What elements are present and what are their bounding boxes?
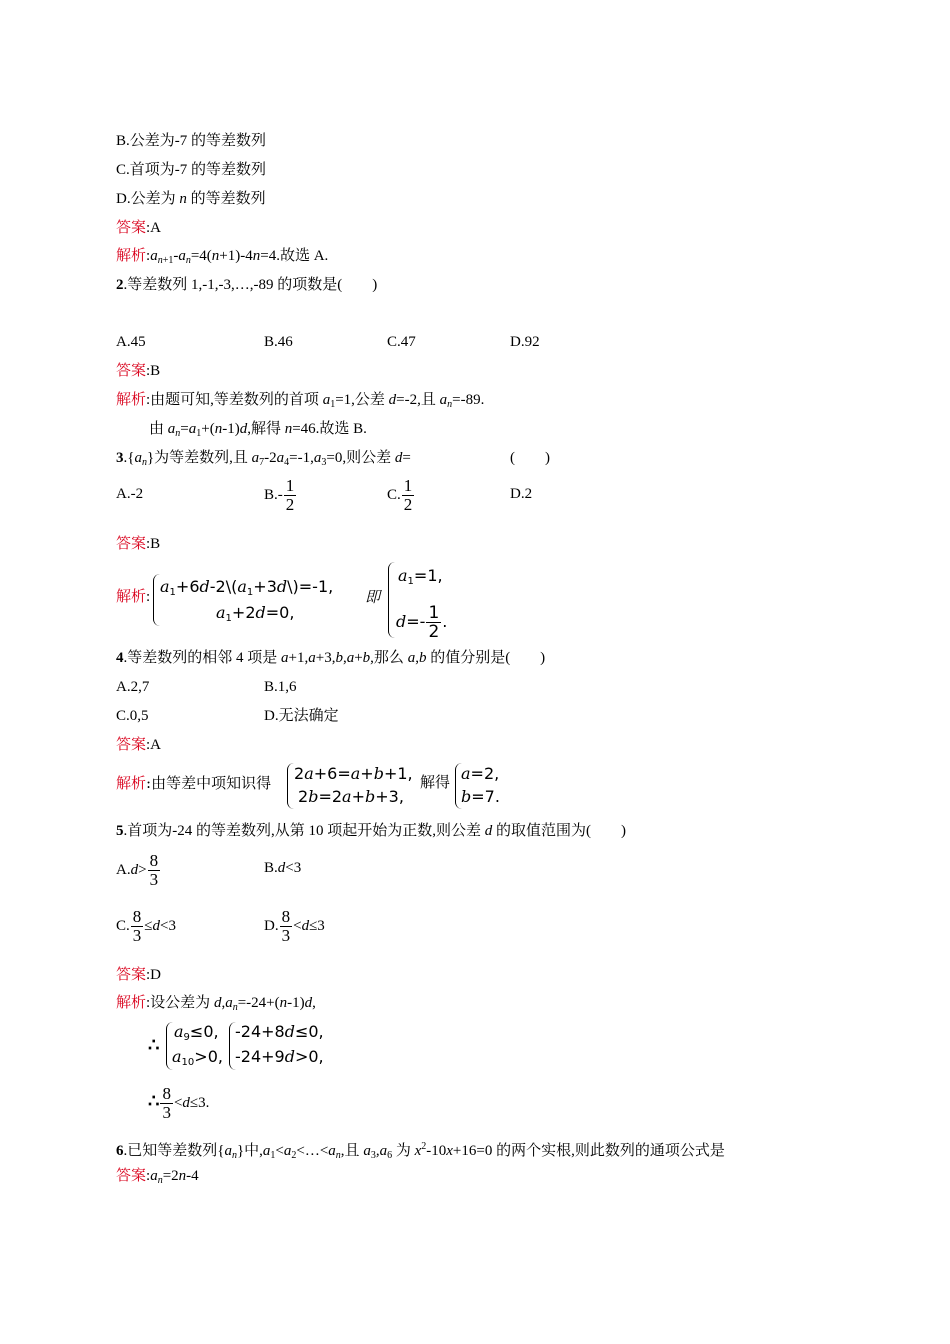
q5-option-b: B.d<3	[264, 860, 302, 876]
q3-option-b: B.- $\frac{1}{2}$	[264, 476, 295, 515]
q1-option-d: D.公差为 n 的等差数列	[116, 191, 266, 207]
q6-stem: 6.已知等差数列$\{a_n\}$中$,a_1<a_2<\dots<a_n$,且 $a_3,a_6$ 为 $x^2-10x+16=0$ 的两个实根,则此数列的通项公式是	[116, 1141, 725, 1161]
q3-system2-brace	[388, 562, 395, 638]
q5-option-a: A.d> $\frac{8}{3}$	[116, 851, 159, 890]
q3-system1-brace	[153, 574, 160, 626]
q4-option-d: D.无法确定	[264, 708, 339, 724]
q5-eq4: -24+9d>0,	[235, 1047, 324, 1066]
q4-answer: 答案:A	[116, 737, 162, 753]
q3-eq3: $a_1=1$,	[398, 566, 443, 587]
q2-stem: 2.等差数列 1,-1,-3,…,-89 的项数是( )	[116, 277, 378, 293]
q5-stem: 5.首项为-24 的等差数列,从第 10 项起开始为正数,则公差 d 的取值范围为( )	[116, 823, 626, 839]
q5-eq1: $a_9\le 0$,	[174, 1022, 219, 1043]
q3-option-c: C. $\frac{1}{2}$	[387, 476, 413, 515]
q1-option-b: B.公差为-7 的等差数列	[116, 133, 267, 149]
q3-option-a: A.-2	[116, 486, 144, 502]
q2-analysis-2: 由 $a_n=a_1+(n-1)d$,解得 n=46.故选 B.	[149, 421, 367, 439]
q5-conclusion: ∴ $\frac{8}{3}$ <d≤3.	[148, 1084, 210, 1123]
q5-answer: 答案:D	[116, 967, 162, 983]
q3-answer: 答案:B	[116, 536, 161, 552]
q5-option-d: D. $\frac{8}{3}$ <d≤3	[264, 907, 325, 946]
q2-option-c: C.47	[387, 334, 416, 350]
q4-option-b: B.1,6	[264, 679, 297, 695]
q1-analysis: 解析$:a_{n+1}-a_n=4(n+1)-4n=4$.故选 A.	[116, 248, 329, 266]
q1-option-c: C.首项为-7 的等差数列	[116, 162, 267, 178]
q4-eq1: 2a+6=a+b+1,	[294, 764, 413, 783]
q4-system1-brace	[287, 763, 294, 809]
q6-answer: 答案$:a_n=2n-4$	[116, 1168, 199, 1186]
q1-answer: 答案:A	[116, 220, 162, 236]
q4-eq3: a=2,	[461, 764, 500, 783]
q4-analysis: 解析:由等差中项知识得	[116, 774, 272, 792]
q3-eq1: $a_1+6d-2\backslash(a_1+3d\backslash)=-1$,	[160, 577, 334, 598]
q3-analysis-label: 解析:	[116, 589, 151, 605]
q2-option-a: A.45	[116, 334, 146, 350]
q4-jiede: 解得	[420, 775, 451, 791]
q5-option-c: C. $\frac{8}{3}$ ≤d<3	[116, 907, 176, 946]
q4-stem: 4.等差数列的相邻 4 项是 a+1,a+3,b,a+b,那么 a,b 的值分别是( )	[116, 650, 546, 666]
q2-analysis: 解析:由题可知,等差数列的首项 $a_1=1$,公差 d=-2,且 $a_n=-89$.	[116, 392, 485, 410]
q2-option-d: D.92	[510, 334, 540, 350]
q3-paren: ( )	[510, 450, 550, 466]
q2-answer: 答案:B	[116, 363, 161, 379]
q4-eq2: 2b=2a+b+3,	[298, 787, 404, 806]
q4-eq4: b=7.	[461, 787, 500, 806]
q5-therefore-1: ∴	[148, 1035, 160, 1055]
q5-eq3: -24+8d≤0,	[235, 1022, 324, 1041]
q3-eq2: $a_1+2d=0$,	[216, 603, 295, 624]
q2-option-b: B.46	[264, 334, 293, 350]
q5-analysis: 解析:设公差为 $d,a_n=-24+(n-1)d$,	[116, 995, 316, 1013]
q3-option-d: D.2	[510, 486, 533, 502]
q4-option-c: C.0,5	[116, 708, 149, 724]
q4-option-a: A.2,7	[116, 679, 150, 695]
q3-eq4: d=- $\frac{1}{2}$ .	[396, 603, 448, 642]
q3-stem: $3.\{a_n\}$为等差数列,且 $a_7-2a_4=-1,a_3=0$,则公差 d=	[116, 450, 411, 468]
q5-eq2: $a_{10}>0$,	[172, 1047, 223, 1068]
q3-ji: 即	[365, 588, 381, 606]
